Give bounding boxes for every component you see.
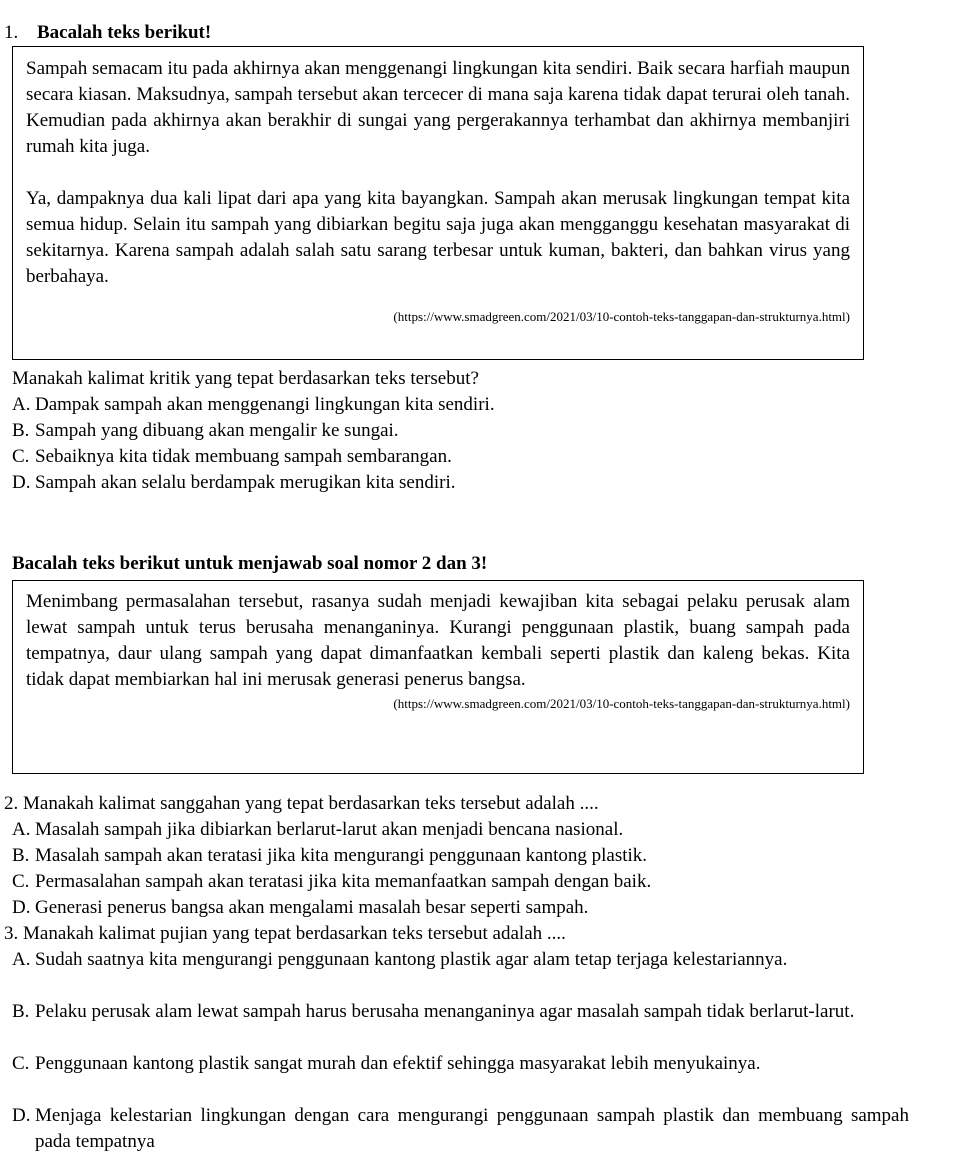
q1-option-a[interactable] bbox=[12, 392, 909, 418]
option-text: Masalah sampah jika dibiarkan berlarut-larut akan menjadi bencana nasional. bbox=[35, 819, 624, 840]
q1-number: 1. bbox=[4, 22, 19, 43]
option-label: B. bbox=[12, 420, 30, 441]
passage-1-paragraph-2: Ya, dampaknya dua kali lipat dari apa yang kita bayangkan. Sampah akan merusak lingkungan tempat kita semua hidup. Selain itu sampah yang dibiarkan begitu saja juga akan mengganggu kesehatan masyarakat di sekitarnya. Karena sampah adalah salah satu sarang terbesar untuk kuman, bakteri, dan bahkan virus yang berbahaya. bbox=[26, 188, 850, 287]
q3-option-d[interactable] bbox=[12, 1103, 909, 1155]
option-label: B. bbox=[12, 1001, 30, 1022]
option-label: A. bbox=[12, 394, 31, 415]
q1-option-d[interactable] bbox=[12, 470, 909, 496]
q1-option-c[interactable] bbox=[12, 444, 909, 470]
option-text: Generasi penerus bangsa akan mengalami masalah besar seperti sampah. bbox=[35, 897, 589, 918]
option-label: D. bbox=[12, 472, 31, 493]
option-label: D. bbox=[12, 897, 31, 918]
option-label: B. bbox=[12, 845, 30, 866]
option-label: A. bbox=[12, 819, 31, 840]
q1-question: Manakah kalimat kritik yang tepat berdasarkan teks tersebut? bbox=[12, 368, 479, 389]
section-2-heading: Bacalah teks berikut untuk menjawab soal nomor 2 dan 3! bbox=[12, 553, 488, 574]
option-text: Menjaga kelestarian lingkungan dengan cara mengurangi penggunaan sampah plastik dan membuang sampah pada tempatnya bbox=[35, 1105, 909, 1152]
option-label: A. bbox=[12, 949, 31, 970]
q1-option-b[interactable] bbox=[12, 418, 909, 444]
passage-2-paragraph: Menimbang permasalahan tersebut, rasanya sudah menjadi kewajiban kita sebagai pelaku perusak alam lewat sampah untuk terus berusaha menanganinya. Kurangi penggunaan plastik, buang sampah pada tempatnya, daur ulang sampah yang dapat dimanfaatkan kembali seperti plastik dan kaleng bekas. Kita tidak dapat membiarkan hal ini merusak generasi penerus bangsa. bbox=[26, 591, 850, 690]
option-text: Dampak sampah akan menggenangi lingkungan kita sendiri. bbox=[35, 394, 495, 415]
option-text: Sampah yang dibuang akan mengalir ke sungai. bbox=[35, 420, 399, 441]
option-text: Penggunaan kantong plastik sangat murah dan efektif sehingga masyarakat lebih menyukainya. bbox=[35, 1053, 761, 1074]
q2-option-c[interactable] bbox=[12, 869, 909, 895]
q2-question: 2. Manakah kalimat sanggahan yang tepat berdasarkan teks tersebut adalah .... bbox=[4, 793, 599, 814]
option-text: Sampah akan selalu berdampak merugikan kita sendiri. bbox=[35, 472, 456, 493]
option-label: C. bbox=[12, 1053, 30, 1074]
option-text: Permasalahan sampah akan teratasi jika kita memanfaatkan sampah dengan baik. bbox=[35, 871, 652, 892]
q2-option-b[interactable] bbox=[12, 843, 909, 869]
passage-1-source: (https://www.smadgreen.com/2021/03/10-contoh-teks-tanggapan-dan-strukturnya.html) bbox=[393, 309, 850, 324]
option-label: D. bbox=[12, 1105, 31, 1126]
q3-option-b[interactable] bbox=[12, 999, 909, 1025]
q2-option-a[interactable] bbox=[12, 817, 909, 843]
option-text: Pelaku perusak alam lewat sampah harus berusaha menanganinya agar masalah sampah tidak berlarut-larut. bbox=[35, 1001, 855, 1022]
q2-option-d[interactable] bbox=[12, 895, 909, 921]
option-text: Sebaiknya kita tidak membuang sampah sembarangan. bbox=[35, 446, 452, 467]
q1-heading: Bacalah teks berikut! bbox=[37, 22, 212, 43]
q3-option-c[interactable] bbox=[12, 1051, 909, 1077]
passage-2-source: (https://www.smadgreen.com/2021/03/10-contoh-teks-tanggapan-dan-strukturnya.html) bbox=[393, 696, 850, 711]
option-label: C. bbox=[12, 871, 30, 892]
option-text: Masalah sampah akan teratasi jika kita mengurangi penggunaan kantong plastik. bbox=[35, 845, 648, 866]
option-text: Sudah saatnya kita mengurangi penggunaan kantong plastik agar alam tetap terjaga kelestariannya. bbox=[35, 949, 788, 970]
q3-option-a[interactable] bbox=[12, 947, 909, 973]
option-label: C. bbox=[12, 446, 30, 467]
passage-box-2 bbox=[12, 580, 864, 774]
passage-1-paragraph-1: Sampah semacam itu pada akhirnya akan menggenangi lingkungan kita sendiri. Baik secara harfiah maupun secara kiasan. Maksudnya, sampah tersebut akan tercecer di mana saja karena tidak dapat terurai oleh tanah. Kemudian pada akhirnya akan berakhir di sungai yang pergerakannya terhambat dan akhirnya membanjiri rumah kita juga. bbox=[26, 58, 850, 157]
q3-question: 3. Manakah kalimat pujian yang tepat berdasarkan teks tersebut adalah .... bbox=[4, 923, 566, 944]
passage-box-1 bbox=[12, 46, 864, 360]
